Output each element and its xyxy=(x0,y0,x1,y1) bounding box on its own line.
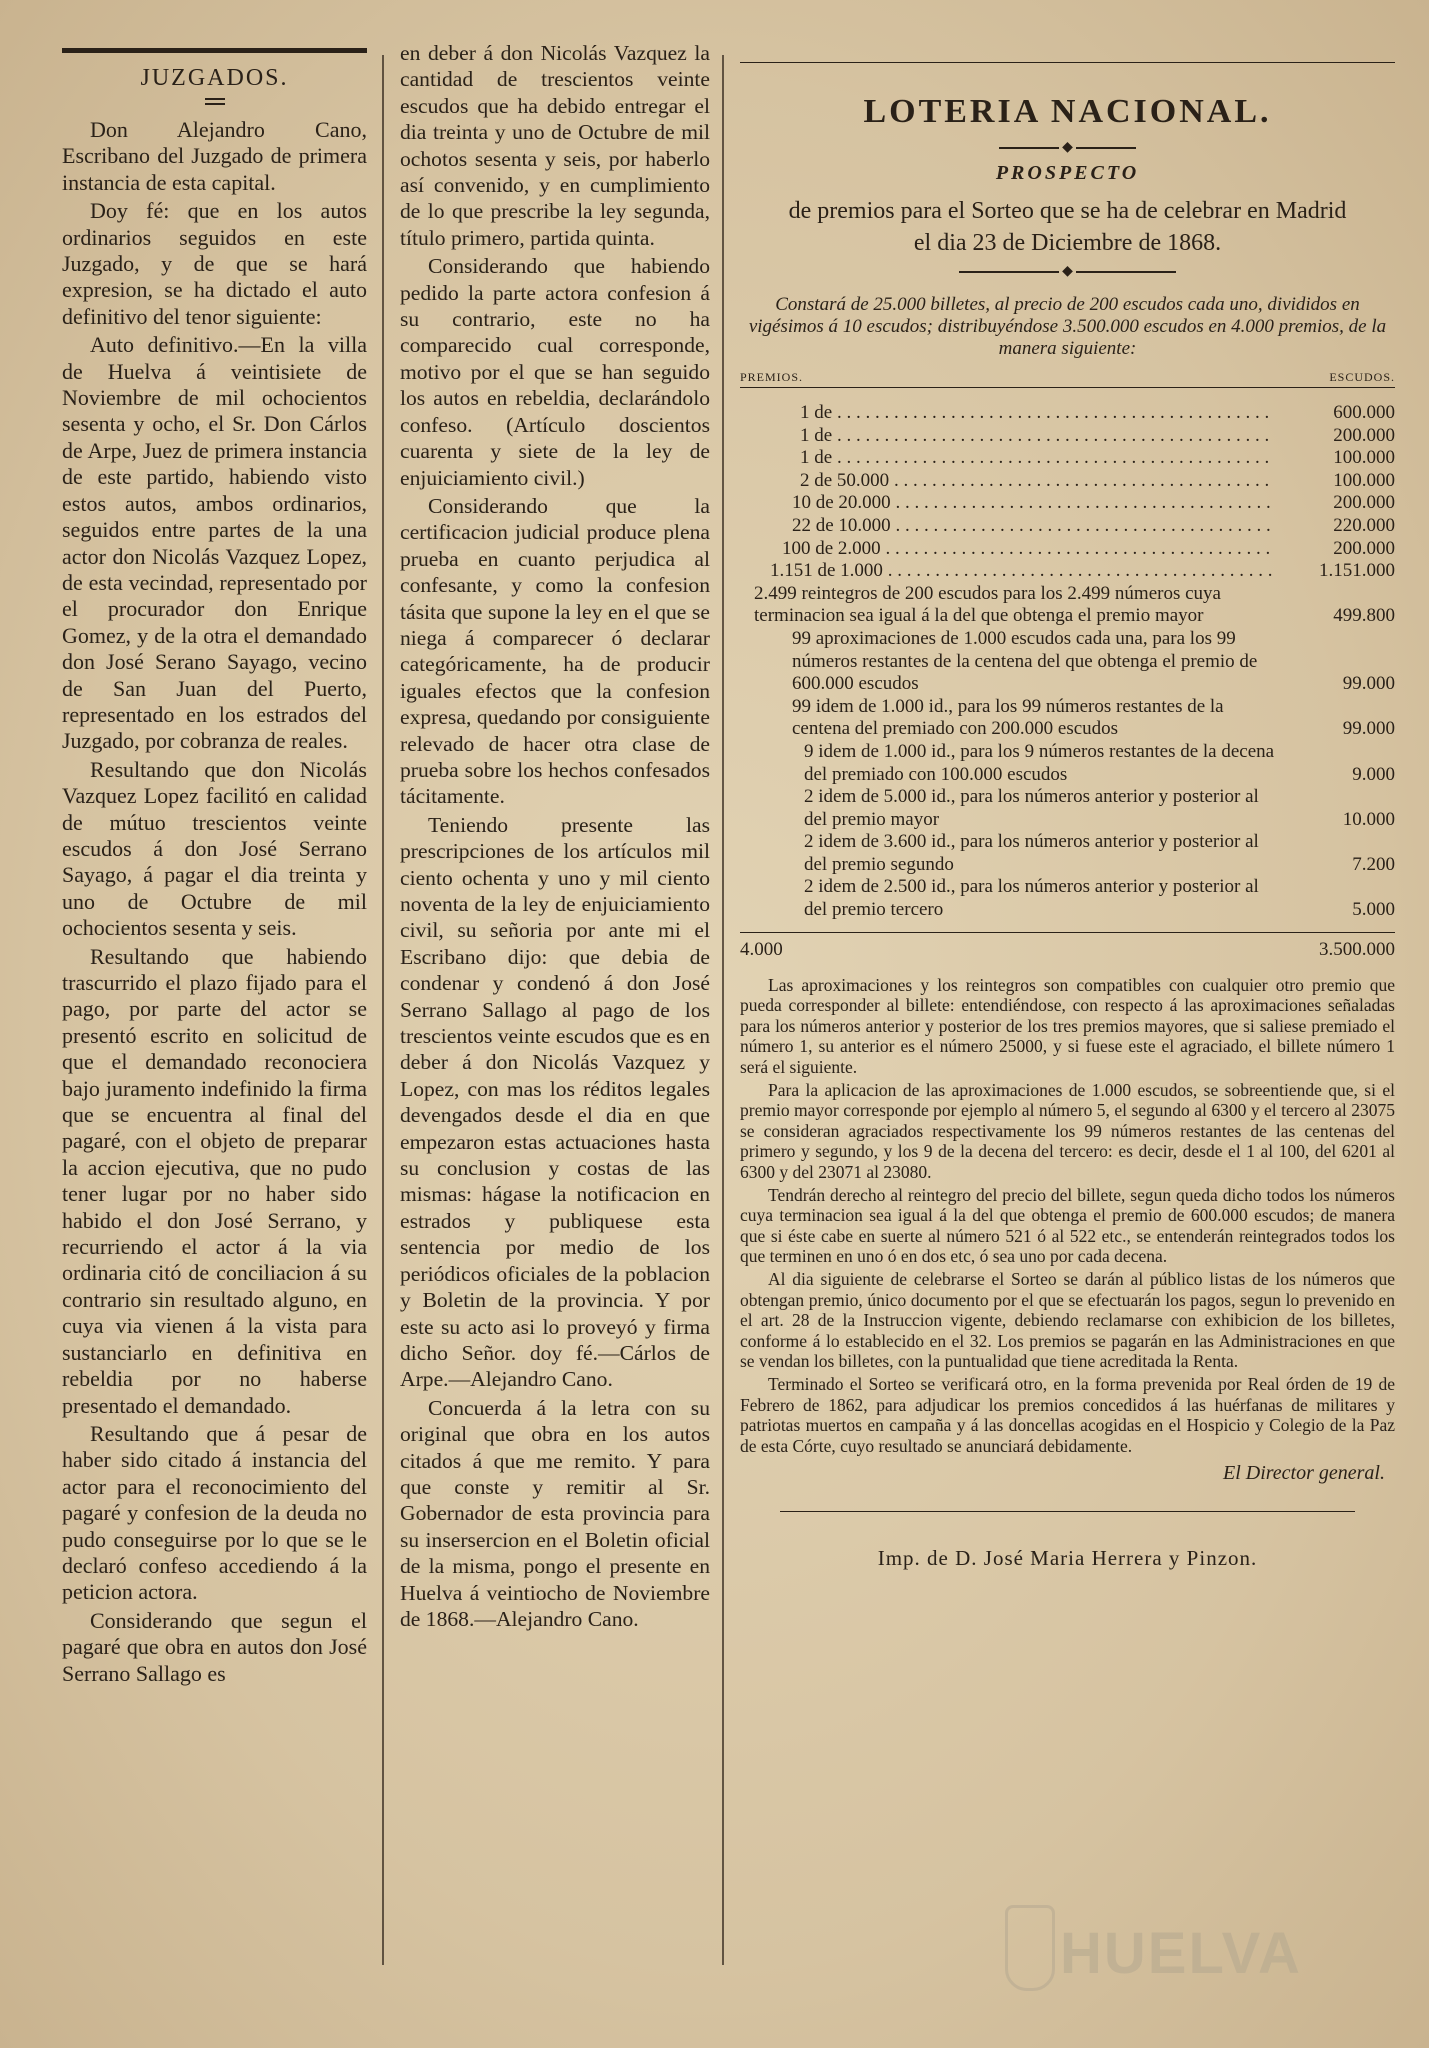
paragraph: Tendrán derecho al reintegro del precio del billete, segun queda dicho todos los números cuya terminacion sea igual á la del que obtenga el premio de 600.000 escudos; de manera que si éste cabe en suerte al número 521 ó al 522 etc., se entenderán reintegrados todos los que terminen en uno ó en dos etc, ó sea uno por cada decena. xyxy=(740,1184,1395,1267)
ornament-divider: ◆ xyxy=(740,139,1395,156)
paragraph: Resultando que don Nicolás Vazquez Lopez facilitó en calidad de mútuo trescientos veinte escudos á don José Serrano Sayago, á pagar el dia treinta y uno de Octubre de mil ochocientos sesenta y seis. xyxy=(62,756,367,941)
column-juzgados-continued xyxy=(400,40,710,1634)
column-loteria xyxy=(740,40,1395,1571)
table-row: 2 idem de 5.000 id., para los números anterior y posterior al del premio mayor 10.000 xyxy=(804,786,1395,830)
paragraph: Don Alejandro Cano, Escribano del Juzgado de primera instancia de esta capital. xyxy=(62,117,367,195)
bottom-rule xyxy=(780,1511,1355,1512)
paragraph: Para la aplicacion de las aproximaciones de 1.000 escudos, se sobreentiende que, si el premio mayor corresponde por ejemplo al número 5, el segundo al 6300 y el tercero al 23075 se consideran agraciados respectivamente los 99 números restantes de las centenas del primero y segundo, y los 9 de la decena del tercero: es decir, desde el 1 al 100, del 6201 al 6300 y del 23071 al 23080. xyxy=(740,1079,1395,1182)
prize-table-header xyxy=(740,370,1395,388)
paragraph: Concuerda á la letra con su original que obra en los autos citados á que me remito. Y para que conste y remitir al Sr. Gobernador de esta provincia para su insersercion en el Boletin oficial de la misma, pongo el presente en Huelva á veintiocho de Noviembre de 1868.—Alejandro Cano. xyxy=(400,1395,710,1631)
prospecto-heading: PROSPECTO xyxy=(995,162,1140,184)
paragraph: Considerando que habiendo pedido la parte actora confesion á su contrario, este no ha comparecido cual corresponde, motivo por el que se han seguido los autos en rebeldia, declarándolo confeso. (Artículo doscientos cuarenta y siete de la ley de enjuiciamiento civil.) xyxy=(400,254,710,490)
table-row: 22 de 10.000 . . . 220.000 xyxy=(740,515,1395,538)
section-title-loteria: LOTERIA NACIONAL. xyxy=(863,93,1272,130)
subtitle-line-2: el dia 23 de Diciembre de 1868. xyxy=(913,230,1222,256)
director-signature: El Director general. xyxy=(1222,1462,1385,1485)
table-row: 1 de . . . 100.000 xyxy=(740,447,1395,470)
total-escudos: 3.500.000 xyxy=(1319,938,1395,960)
paragraph: Las aproximaciones y los reintegros son compatibles con cualquier otro premio que pueda corresponder al billete: entendiéndose, con respecto á las aproximaciones señaladas para los números anterior y posterior de los tres premios mayores, que si saliese premiado el número 1, su anterior es el número 25000, y si fuese este el agraciado, el billete número 1 será el siguiente. xyxy=(740,974,1395,1078)
table-row: 1 de . . . 200.000 xyxy=(740,425,1395,448)
paragraph: Auto definitivo.—En la villa de Huelva á veintisiete de Noviembre de mil ochocientos sesenta y ocho, el Sr. Don Cárlos de Arpe, Juez de primera instancia de este partido, habiendo visto estos autos, ambos ordinarios, seguidos entre partes de la una actor don Nicolás Vazquez Lopez, de esta vecindad, representado por el procurador don Enrique Gomez, y de la otra el demandado don José Serano Sayago, vecino de San Juan del Puerto, representado en los estrados del Juzgado, por cobranza de reales. xyxy=(62,332,367,754)
table-row: 10 de 20.000 . . . 200.000 xyxy=(740,492,1395,515)
column-rule-left xyxy=(382,55,384,1965)
table-row: 2.499 reintegros de 200 escudos para los 2.499 números cuya terminacion sea igual á la del que obtenga el premio mayor 499.800 xyxy=(754,582,1395,627)
paragraph: Considerando que segun el pagaré que obra en autos don José Serrano Sallago es xyxy=(62,1607,367,1686)
table-row: 2 idem de 3.600 id., para los números anterior y posterior al del premio segundo 7.200 xyxy=(804,831,1395,875)
table-row: 2 idem de 2.500 id., para los números anterior y posterior al del premio tercero 5.000 xyxy=(804,876,1395,921)
printer-imprint: Imp. de D. José Maria Herrera y Pinzon. xyxy=(877,1546,1258,1571)
paragraph: Resultando que á pesar de haber sido citado á instancia del actor para el reconocimiento del pagaré y confesion de la deuda no pudo conseguirse por lo que se le declaró confeso accediendo á la peticion actora. xyxy=(62,1420,367,1605)
table-row: 100 de 2.000 . . . 200.000 xyxy=(740,538,1395,561)
total-prizes: 4.000 xyxy=(740,938,783,960)
library-seal-icon xyxy=(1005,1905,1055,1991)
column-juzgados xyxy=(62,40,367,1689)
column-rule-right xyxy=(722,55,724,1965)
table-row: 2 de 50.000 . . . 100.000 xyxy=(740,470,1395,493)
table-row: 99 aproximaciones de 1.000 escudos cada una, para los 99 números restantes de la centena del que obtenga el premio de 600.000 escudos 99.000 xyxy=(792,627,1395,695)
prize-total xyxy=(740,932,1395,961)
paragraph: Terminado el Sorteo se verificará otro, en la forma prevenida por Real órden de 19 de Febrero de 1862, para adjudicar los premios concedidos á las huérfanas de militares y patriotas muertos en campaña y á las doncellas acogidas en el Hospicio y Colegio de la Paz de esta Córte, cuyo resultado se anunciará debidamente. xyxy=(740,1373,1395,1456)
lottery-notes xyxy=(740,975,1395,1457)
title-ornament xyxy=(205,98,225,105)
ornament-divider: ◆ xyxy=(740,263,1395,280)
paragraph: en deber á don Nicolás Vazquez la cantidad de trescientos veinte escudos que ha debido entregar el dia treinta y uno de Octubre de mil ochotos sesenta y seis, por haberlo así convenido, y en cumplimiento de lo que prescribe la ley segunda, título primero, partida quinta. xyxy=(400,41,710,250)
header-premios: PREMIOS. xyxy=(740,370,804,384)
table-row: 99 idem de 1.000 id., para los 99 números restantes de la centena del premiado con 200.000 escudos 99.000 xyxy=(792,695,1395,740)
top-rule xyxy=(740,62,1395,63)
table-row: 9 idem de 1.000 id., para los 9 números restantes de la decena del premiado con 100.000 escudos 9.000 xyxy=(804,740,1395,785)
table-row: 1.151 de 1.000 . . . 1.151.000 xyxy=(740,560,1395,583)
paragraph: Teniendo presente las prescripciones de los artículos mil ciento ochenta y uno y mil ciento noventa de la ley de enjuiciamiento civil, su señoria por ante mi el Escribano dijo: que debia de condenar y condenó á don José Serrano Sallago al pago de los trescientos veinte escudos que es en deber á don Nicolás Vazquez y Lopez, con mas los réditos legales devengados desde el dia en que empezaron estas actuaciones hasta su conclusion y costas de las mismas: hágase la notificacion en estrados y publiquese esta sentencia por medio de los periódicos oficiales de la poblacion y Boletin de la provincia. Y por este su acto asi lo proveyó y firma dicho Señor. doy fé.—Cárlos de Arpe.—Alejandro Cano. xyxy=(400,812,710,1392)
prize-table xyxy=(740,402,1395,922)
watermark-huelva: HUELVA xyxy=(1060,1921,1302,1986)
paragraph: Al dia siguiente de celebrarse el Sorteo se darán al público listas de los números que obtengan premio, único documento por el que se efectuarán los pagos, segun lo prevenido en el art. 28 de la Instruccion vigente, debiendo reclamarse con exhibicion de los billetes, conforme á lo establecido en el 32. Los premios se pagarán en las Administraciones en que se vendan los billetes, con la puntualidad que tiene acreditada la Renta. xyxy=(740,1268,1395,1372)
lottery-intro: Constará de 25.000 billetes, al precio de 200 escudos cada uno, divididos en vigésimos á 10 escudos; distribuyéndose 3.500.000 escudos en 4.000 premios, de la manera siguiente: xyxy=(748,294,1387,359)
top-rule xyxy=(62,48,367,53)
paragraph: Doy fé: que en los autos ordinarios seguidos en este Juzgado, y de que se hará expresion, se ha dictado el auto definitivo del tenor siguiente: xyxy=(62,198,367,329)
table-row: 1 de . . . 600.000 xyxy=(740,402,1395,425)
header-escudos: ESCUDOS. xyxy=(1329,370,1395,384)
section-title-juzgados: JUZGADOS. xyxy=(140,65,289,91)
paragraph: Considerando que la certificacion judicial produce plena prueba en cuanto perjudica al confesante, y como la confesion tásita que supone la ley en el que se niega á comparecer ó declarar categóricamente, ha de producir iguales efectos que la confesion expresa, quedando por consiguiente relevado de hacer otra clase de prueba sobre los hechos confesados tácitamente. xyxy=(400,493,710,809)
paragraph: Resultando que habiendo trascurrido el plazo fijado para el pago, por parte del actor se presentó escrito en solicitud de que el demandado reconociera bajo juramento indefinido la firma que se encuentra al final del pagaré, con el objeto de preparar la accion ejecutiva, que no pudo tener lugar por no haber sido habido el don José Serrano, y recurriendo el actor á la via ordinaria citó de conciliacion á su contrario sin resultado alguno, en cuya via vienen á la vista para sustanciarlo en definitiva en rebeldia por no haberse presentado el demandado. xyxy=(62,943,367,1418)
subtitle-line-1: de premios para el Sorteo que se ha de celebrar en Madrid xyxy=(788,198,1347,224)
